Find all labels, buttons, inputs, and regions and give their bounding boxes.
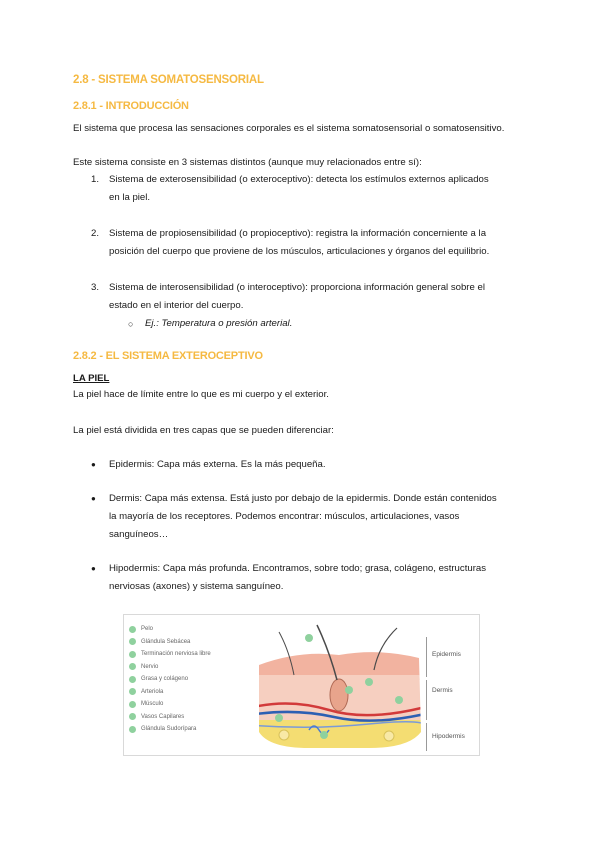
list-number: 1. bbox=[91, 174, 100, 185]
list-item-line: Sistema de interosensibilidad (o interoceptivo): proporciona información general sobre el bbox=[109, 282, 485, 293]
list-item-line: estado en el interior del cuerpo. bbox=[109, 300, 244, 311]
marker-dot-icon bbox=[320, 731, 328, 739]
legend-item bbox=[129, 648, 211, 661]
legend-marker-icon bbox=[129, 726, 136, 733]
list-item-line: Epidermis: Capa más externa. Es la más pequeña. bbox=[109, 459, 326, 470]
epidermis-bracket bbox=[426, 637, 427, 677]
legend-item bbox=[129, 661, 211, 674]
hair-follicle bbox=[330, 679, 348, 711]
piel-heading: LA PIEL bbox=[73, 373, 110, 384]
legend-label: Pelo bbox=[141, 626, 154, 633]
marker-dot-icon bbox=[275, 714, 283, 722]
legend-label: Grasa y colágeno bbox=[141, 676, 189, 683]
piel-layers-intro: La piel está dividida en tres capas que se pueden diferenciar: bbox=[73, 425, 334, 436]
fat-cell bbox=[279, 730, 289, 740]
fat-cell bbox=[384, 731, 394, 741]
intro-paragraph: El sistema que procesa las sensaciones corporales es el sistema somatosensorial o somatosensitivo. bbox=[73, 123, 505, 134]
list-item-line: en la piel. bbox=[109, 192, 151, 203]
layers-list bbox=[73, 456, 529, 596]
legend-item bbox=[129, 698, 211, 711]
hypodermis-layer bbox=[249, 720, 429, 750]
dermis-bracket bbox=[426, 680, 427, 720]
legend-item bbox=[129, 623, 211, 636]
legend-label: Músculo bbox=[141, 701, 164, 708]
list-item bbox=[73, 225, 529, 261]
legend-marker-icon bbox=[129, 651, 136, 658]
legend-marker-icon bbox=[129, 626, 136, 633]
bullet-icon: ● bbox=[91, 460, 96, 469]
list-item-line: Sistema de exterosensibilidad (o exteroceptivo): detecta los estímulos externos aplicados bbox=[109, 174, 489, 185]
legend-label: Terminación nerviosa libre bbox=[141, 651, 211, 658]
list-item bbox=[73, 171, 529, 207]
list-item-line: sanguíneos… bbox=[109, 529, 169, 540]
bullet-icon: ● bbox=[91, 564, 96, 573]
subsection-exteroceptive-title: 2.8.2 - EL SISTEMA EXTEROCEPTIVO bbox=[73, 350, 263, 362]
circle-bullet-icon: ○ bbox=[128, 319, 134, 329]
skin-cross-section-illustration bbox=[249, 620, 429, 750]
skin-diagram bbox=[123, 614, 480, 756]
systems-intro: Este sistema consiste en 3 sistemas distintos (aunque muy relacionados entre sí): bbox=[73, 157, 422, 168]
hypodermis-bracket bbox=[426, 723, 427, 751]
marker-dot-icon bbox=[345, 686, 353, 694]
legend-label: Nervio bbox=[141, 663, 159, 670]
list-number: 3. bbox=[91, 282, 100, 293]
list-item-line: Sistema de propiosensibilidad (o propioceptivo): registra la información concerniente a la bbox=[109, 228, 487, 239]
legend-label: Vasos Capilares bbox=[141, 713, 185, 720]
legend-marker-icon bbox=[129, 638, 136, 645]
subsection-intro-title: 2.8.1 - INTRODUCCIÓN bbox=[73, 100, 189, 112]
systems-list bbox=[73, 171, 529, 333]
legend-item bbox=[129, 723, 211, 736]
legend-marker-icon bbox=[129, 713, 136, 720]
marker-dot-icon bbox=[395, 696, 403, 704]
epidermis-label: Epidermis bbox=[432, 651, 461, 658]
dermis-label: Dermis bbox=[432, 687, 453, 694]
legend-marker-icon bbox=[129, 701, 136, 708]
list-item bbox=[73, 279, 529, 315]
legend-marker-icon bbox=[129, 676, 136, 683]
piel-definition: La piel hace de límite entre lo que es mi cuerpo y el exterior. bbox=[73, 389, 329, 400]
list-item bbox=[73, 490, 529, 544]
legend-label: Glándula Sudorípara bbox=[141, 726, 197, 733]
legend-item bbox=[129, 686, 211, 699]
legend-item bbox=[129, 636, 211, 649]
legend-item bbox=[129, 711, 211, 724]
marker-dot-icon bbox=[305, 634, 313, 642]
list-item-line: posición del cuerpo que proviene de los músculos, articulaciones y órganos del equilibrio. bbox=[109, 246, 490, 257]
bullet-icon: ● bbox=[91, 494, 96, 503]
list-item bbox=[73, 456, 529, 474]
legend-item bbox=[129, 673, 211, 686]
legend-label: Arteriola bbox=[141, 688, 164, 695]
hypodermis-label: Hipodermis bbox=[432, 733, 465, 740]
legend-marker-icon bbox=[129, 663, 136, 670]
list-item-line: nerviosas (axones) y sistema sanguíneo. bbox=[109, 581, 284, 592]
legend-marker-icon bbox=[129, 688, 136, 695]
list-item-line: la mayoría de los receptores. Podemos encontrar: músculos, articulaciones, vasos bbox=[109, 511, 460, 522]
list-item-line: Dermis: Capa más extensa. Está justo por debajo de la epidermis. Donde están contenidos bbox=[109, 493, 497, 504]
diagram-legend bbox=[129, 623, 211, 736]
marker-dot-icon bbox=[365, 678, 373, 686]
epidermis-layer bbox=[249, 640, 429, 680]
list-number: 2. bbox=[91, 228, 100, 239]
example-text: Ej.: Temperatura o presión arterial. bbox=[145, 318, 293, 329]
section-title: 2.8 - SISTEMA SOMATOSENSORIAL bbox=[73, 74, 264, 86]
list-item bbox=[73, 560, 529, 596]
example-item bbox=[73, 315, 529, 333]
list-item-line: Hipodermis: Capa más profunda. Encontramos, sobre todo; grasa, colágeno, estructuras bbox=[109, 563, 487, 574]
legend-label: Glándula Sebácea bbox=[141, 638, 191, 645]
